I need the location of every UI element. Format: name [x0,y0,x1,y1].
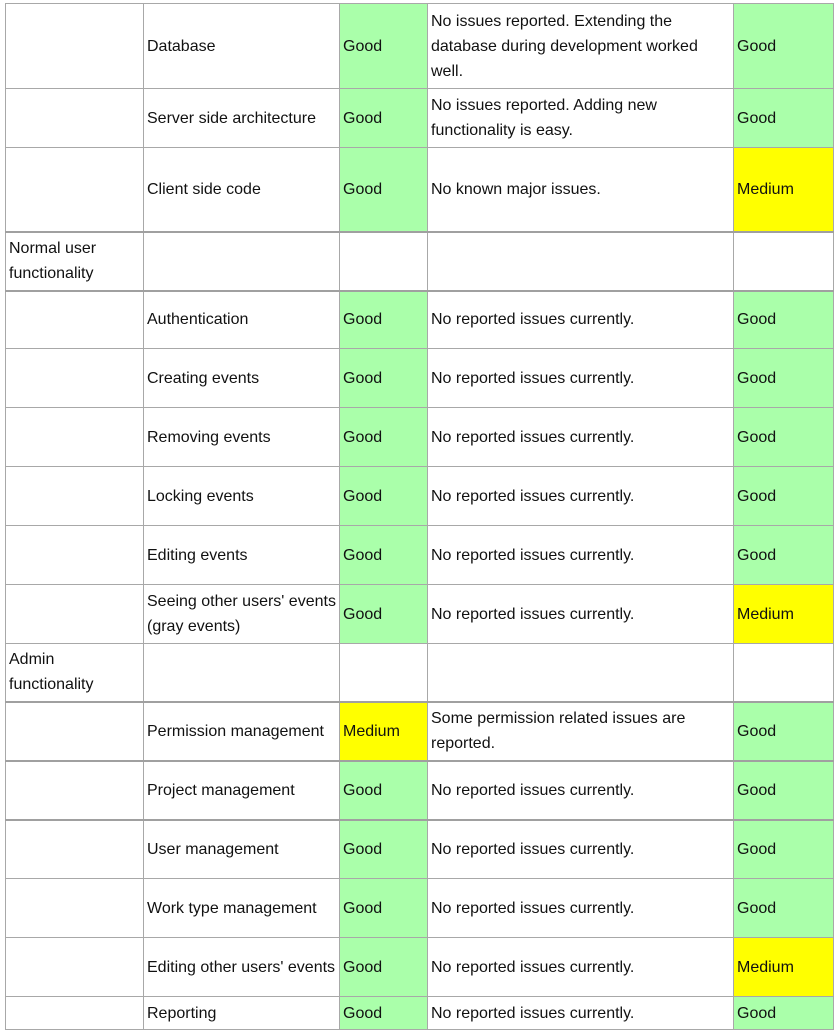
notes-cell: No reported issues currently. [428,526,734,585]
area-cell [6,820,144,879]
table-row [6,997,834,1030]
notes-cell: No reported issues currently. [428,408,734,467]
status-cell: Good [340,349,428,408]
section-row [6,644,834,702]
item-cell: Reporting [144,997,340,1030]
item-cell: Work type management [144,879,340,938]
empty-cell [340,232,428,291]
status-cell: Good [340,879,428,938]
area-cell [6,997,144,1030]
area-cell [6,585,144,644]
item-cell: Permission management [144,702,340,761]
table-row [6,291,834,349]
status-cell: Good [340,526,428,585]
status-table [5,3,834,1030]
status-cell: Good [340,408,428,467]
notes-cell: No reported issues currently. [428,585,734,644]
area-cell [6,879,144,938]
status-cell: Good [734,4,834,89]
item-cell: Locking events [144,467,340,526]
status-cell: Good [734,291,834,349]
item-cell: Server side architecture [144,89,340,148]
status-cell: Good [734,820,834,879]
notes-cell: No reported issues currently. [428,291,734,349]
area-cell [6,938,144,997]
notes-cell: No issues reported. Extending the database during development worked well. [428,4,734,89]
status-cell: Good [340,585,428,644]
status-cell: Good [340,89,428,148]
notes-cell: No reported issues currently. [428,938,734,997]
status-cell: Medium [734,585,834,644]
status-cell: Good [340,997,428,1030]
area-cell [6,89,144,148]
status-cell: Good [340,761,428,820]
area-cell [6,4,144,89]
status-cell: Medium [340,702,428,761]
table-row [6,526,834,585]
table-row [6,467,834,526]
notes-cell: No reported issues currently. [428,879,734,938]
section-row [6,232,834,291]
status-cell: Good [734,349,834,408]
table-row [6,761,834,820]
status-cell: Medium [734,148,834,232]
empty-cell [428,644,734,702]
table-row [6,148,834,232]
item-cell: Removing events [144,408,340,467]
area-cell [6,526,144,585]
table-row [6,4,834,89]
status-cell: Good [340,467,428,526]
status-cell: Good [734,526,834,585]
item-cell: Database [144,4,340,89]
section-label: Admin functionality [6,644,144,702]
table-row [6,879,834,938]
notes-cell: No reported issues currently. [428,997,734,1030]
item-cell: User management [144,820,340,879]
status-cell: Good [340,291,428,349]
status-cell: Good [734,89,834,148]
status-table-body [6,4,834,1030]
empty-cell [734,644,834,702]
table-row [6,938,834,997]
empty-cell [734,232,834,291]
notes-cell: No reported issues currently. [428,761,734,820]
status-cell: Good [734,408,834,467]
item-cell: Editing events [144,526,340,585]
notes-cell: Some permission related issues are reported. [428,702,734,761]
status-cell: Medium [734,938,834,997]
section-label: Normal user functionality [6,232,144,291]
notes-cell: No reported issues currently. [428,820,734,879]
item-cell: Client side code [144,148,340,232]
status-cell: Good [340,820,428,879]
area-cell [6,349,144,408]
table-row [6,585,834,644]
empty-cell [144,232,340,291]
empty-cell [144,644,340,702]
area-cell [6,408,144,467]
table-row [6,89,834,148]
area-cell [6,467,144,526]
status-cell: Good [734,702,834,761]
table-row [6,408,834,467]
status-cell: Good [734,467,834,526]
table-row [6,820,834,879]
status-cell: Good [734,997,834,1030]
notes-cell: No reported issues currently. [428,467,734,526]
status-cell: Good [734,879,834,938]
empty-cell [340,644,428,702]
table-row [6,349,834,408]
item-cell: Authentication [144,291,340,349]
status-cell: Good [340,938,428,997]
status-cell: Good [340,4,428,89]
table-row [6,702,834,761]
area-cell [6,148,144,232]
notes-cell: No reported issues currently. [428,349,734,408]
empty-cell [428,232,734,291]
item-cell: Creating events [144,349,340,408]
status-cell: Good [340,148,428,232]
notes-cell: No known major issues. [428,148,734,232]
area-cell [6,702,144,761]
item-cell: Seeing other users' events (gray events) [144,585,340,644]
status-cell: Good [734,761,834,820]
item-cell: Project management [144,761,340,820]
area-cell [6,291,144,349]
notes-cell: No issues reported. Adding new functionality is easy. [428,89,734,148]
item-cell: Editing other users' events [144,938,340,997]
area-cell [6,761,144,820]
